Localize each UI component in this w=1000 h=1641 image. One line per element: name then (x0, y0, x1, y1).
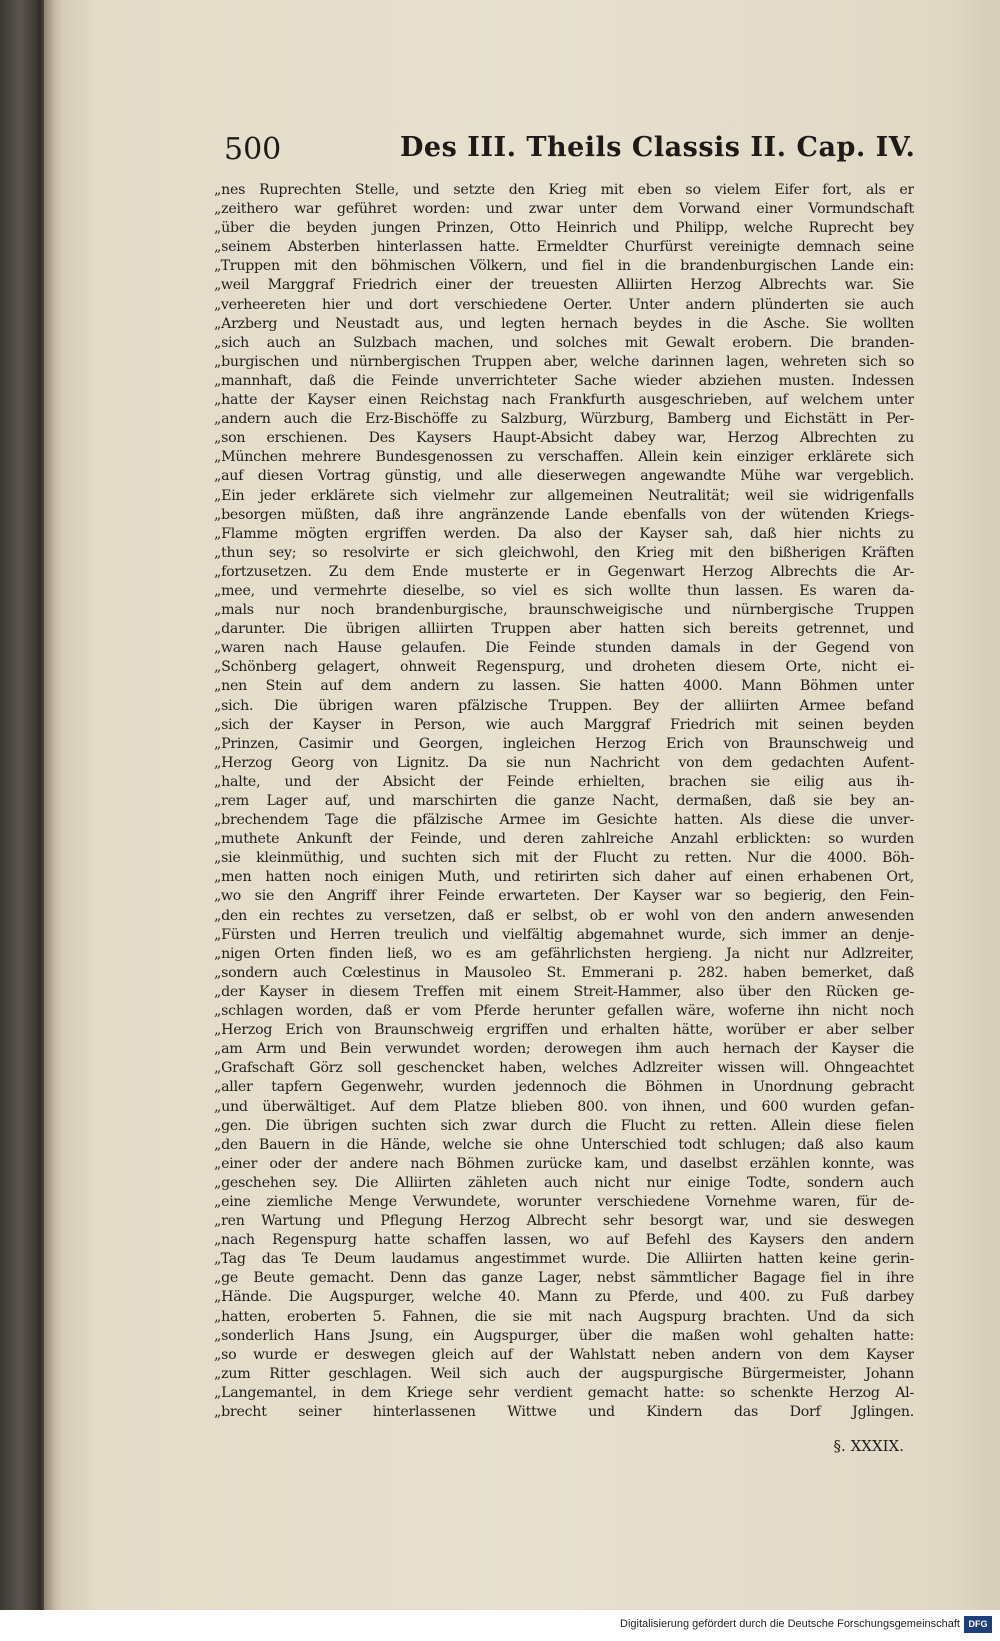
text-line: „nes Ruprechten Stelle, und setzte den Krieg mit eben so vielem Eifer fort, als er (214, 182, 914, 198)
text-line: „muthete Ankunft der Feinde, und deren zahlreiche Anzahl erblickten: so wurden (214, 831, 914, 848)
text-line: „fortzusetzen. Zu dem Ende musterte er in Gegenwart Herzog Albrechts die Ar- (214, 563, 914, 580)
text-line: „Arzberg und Neustadt aus, und legten hernach beydes in die Asche. Sie wollten (214, 315, 914, 332)
text-line: „Fürsten und Herren treulich und vielfältig abgemahnet wurde, sich immer an denje- (214, 926, 914, 943)
text-line: „ren Wartung und Pflegung Herzog Albrecht sehr besorgt war, und sie deswegen (214, 1213, 914, 1230)
text-line: „der Kayser in diesem Treffen mit einem Streit-Hammer, also über den Rücken ge- (214, 983, 914, 1000)
dfg-logo-icon: DFG (964, 1616, 992, 1633)
text-line: „sonderlich Hans Jsung, ein Augspurger, über die maßen wohl gehalten hatte: (214, 1327, 914, 1344)
footer-credit: Digitalisierung gefördert durch die Deutsche Forschungsgemeinschaft (620, 1618, 960, 1630)
text-line: „gen. Die übrigen suchten sich zwar durch die Flucht zu retten. Allein diese fielen (214, 1117, 914, 1134)
text-line: „Flamme mögten ergriffen werden. Da also der Kayser sah, daß hier nichts zu (214, 525, 914, 542)
text-line: „rem Lager auf, und marschirten die ganze Nacht, dermaßen, daß sie bey an- (214, 793, 914, 809)
text-line: „München mehrere Bundesgenossen zu verschaffen. Allein kein einziger erklärete sich (214, 449, 914, 466)
text-line: „Truppen mit den böhmischen Völkern, und fiel in die brandenburgischen Lande ein: (214, 258, 914, 275)
text-line: „darunter. Die übrigen alliirten Truppen aber hatten sich bereits getrennet, und (214, 621, 914, 638)
catchword: §. XXXIX. (833, 1437, 904, 1455)
text-line: „nen Stein auf dem andern zu lassen. Sie hatten 4000. Mann Böhmen unter (214, 678, 914, 695)
text-line: „einer oder der andere nach Böhmen zurücke kam, und daselbst erzählen konnte, was (214, 1155, 914, 1172)
text-line: „am Arm und Bein verwundet worden; derowegen ihm auch hernach der Kayser die (214, 1041, 914, 1058)
text-line: „besorgen müßten, daß ihre angränzende Lande ebenfalls von der wütenden Kriegs- (214, 506, 914, 523)
text-line: „Langemantel, in dem Kriege sehr verdient gemacht hatte: so schenkte Herzog Al- (214, 1384, 914, 1401)
text-line: „sondern auch Cœlestinus in Mausoleo St. Emmerani p. 282. haben bemerket, daß (214, 964, 914, 981)
text-line: „nach Regenspurg hatte schaffen lassen, wo auf Befehl des Kaysers den andern (214, 1232, 914, 1249)
text-line: „mals nur noch brandenburgische, braunschweigische und nürnbergische Truppen (214, 602, 914, 619)
text-line: „sich auch an Sulzbach machen, und solches mit Gewalt erobern. Die branden- (214, 334, 914, 351)
text-line: „thun sey; so resolvirte er sich gleichwohl, den Krieg mit den bißherigen Kräften (214, 544, 914, 561)
text-line: „halte, und der Absicht der Feinde erhielten, brachen sie eilig aus ih- (214, 773, 914, 790)
text-line: „schlagen worden, daß er vom Pferde herunter gefallen wäre, woferne ihn nicht noch (214, 1003, 914, 1020)
text-line: „burgischen und nürnbergischen Truppen aber, welche darinnen lagen, wehreten sich so (214, 353, 914, 370)
text-line: „hatte der Kayser einen Reichstag nach Frankfurth ausgeschrieben, auf welchem unter (214, 392, 914, 409)
text-line: „und überwältiget. Auf dem Platze blieben 800. von ihnen, und 600 wurden gefan- (214, 1098, 914, 1115)
text-line: „mee, und vermehrte dieselbe, so viel es sich wollte thun lassen. Es waren da- (214, 582, 914, 599)
text-line: „Grafschaft Görz soll geschencket haben, welches Adlzreiter wissen will. Ohngeachtet (214, 1060, 914, 1077)
footer-bar (0, 1610, 1000, 1641)
text-line: „seinem Absterben hinterlassen hatte. Ermeldter Churfürst vereinigte demnach seine (214, 239, 914, 256)
body-text (214, 181, 914, 1422)
text-line: „Herzog Erich von Braunschweig ergriffen und erhalten hätte, worüber er aber selber (214, 1022, 914, 1039)
text-line: „mannhaft, daß die Feinde unverrichteter Sache wieder abziehen musten. Indessen (214, 372, 914, 389)
text-line: „brechendem Tage die pfälzische Armee im Gesichte hatten. Als diese die unver- (214, 812, 914, 829)
page-number: 500 (224, 132, 282, 167)
text-line: „den Bauern in die Hände, welche sie ohne Unterschied todt schlugen; daß also kaum (214, 1136, 914, 1153)
text-line: „Schönberg gelagert, ohnweit Regenspurg, und droheten diesem Orte, nicht ei- (214, 659, 914, 676)
text-line: „verheereten hier und dort verschiedene Oerter. Unter andern plünderten sie auch (214, 296, 914, 313)
text-line: „ge Beute gemacht. Denn das ganze Lager, nebst sämmtlicher Bagage fiel in ihre (214, 1270, 914, 1287)
text-line: „auf diesen Vortrag günstig, und alle dieserwegen angewandte Mühe war vergeblich. (214, 468, 914, 485)
running-head: Des III. Theils Classis II. Cap. IV. (400, 132, 916, 163)
text-line: „Hände. Die Augspurger, welche 40. Mann zu Pferde, und 400. zu Fuß darbey (214, 1289, 914, 1306)
text-line: „geschehen sey. Die Alliirten zähleten auch nicht nur einige Todte, sondern auch (214, 1174, 914, 1191)
text-line: „eine ziemliche Menge Verwundete, worunter verschiedene Vornehme waren, für de- (214, 1193, 914, 1210)
text-line: „Herzog Georg von Lignitz. Da sie nun Nachricht von dem gedachten Aufent- (214, 754, 914, 771)
text-line: „men hatten noch einigen Muth, und retirirten sich daher auf einen erhabenen Ort, (214, 869, 914, 886)
text-line: „Ein jeder erklärete sich vielmehr zur allgemeinen Neutralität; weil sie widrigenfalls (214, 487, 914, 504)
text-line: „sich der Kayser in Person, wie auch Marggraf Friedrich mit seinen beyden (214, 716, 914, 733)
text-line: „Tag das Te Deum laudamus angestimmet wurde. Die Alliirten hatten keine gerin- (214, 1251, 914, 1268)
text-line: „andern auch die Erz-Bischöffe zu Salzburg, Würzburg, Bamberg und Eichstätt in Per- (214, 411, 914, 428)
text-line: „sich. Die übrigen waren pfälzische Truppen. Bey der alliirten Armee befand (214, 697, 914, 714)
text-line: „zum Ritter geschlagen. Weil sich auch der augspurgische Bürgermeister, Johann (214, 1365, 914, 1382)
text-line: „zeithero war geführet worden: und zwar unter dem Vorwand einer Vormundschaft (214, 201, 914, 218)
text-line: „aller tapfern Gegenwehr, wurden jedennoch die Böhmen in Unordnung gebracht (214, 1079, 914, 1096)
text-line: „weil Marggraf Friedrich einer der treuesten Alliirten Herzog Albrechts war. Sie (214, 277, 914, 294)
text-line: „so wurde er deswegen gleich auf der Wahlstatt neben andern von dem Kayser (214, 1346, 914, 1363)
page-gutter-edge (44, 0, 54, 1610)
page-header (224, 132, 924, 178)
text-line: „hatten, eroberten 5. Fahnen, die sie mit nach Augspurg brachten. Und da sich (214, 1308, 914, 1325)
text-line: „über die beyden jungen Prinzen, Otto Heinrich und Philipp, welche Ruprecht bey (214, 220, 914, 237)
text-line: „son erschienen. Des Kaysers Haupt-Absicht dabey war, Herzog Albrechten zu (214, 430, 914, 447)
text-line: „den ein rechtes zu versetzen, daß er selbst, ob er wohl von den andern anwesenden (214, 907, 914, 924)
text-line: „brecht seiner hinterlassenen Wittwe und Kindern das Dorf Jglingen. (214, 1404, 914, 1420)
text-line: „nigen Orten finden ließ, wo es am gefährlichsten hergieng. Ja nicht nur Adlzreiter, (214, 945, 914, 962)
text-line: „waren nach Hause gelaufen. Die Feinde stunden damals in der Gegend von (214, 640, 914, 657)
text-line: „sie kleinmüthig, und suchten sich mit der Flucht zu retten. Nur die 4000. Böh- (214, 850, 914, 867)
text-line: „Prinzen, Casimir und Georgen, ingleichen Herzog Erich von Braunschweig und (214, 735, 914, 752)
text-line: „wo sie den Angriff ihrer Feinde erwarteten. Der Kayser war so begierig, den Fein- (214, 888, 914, 905)
